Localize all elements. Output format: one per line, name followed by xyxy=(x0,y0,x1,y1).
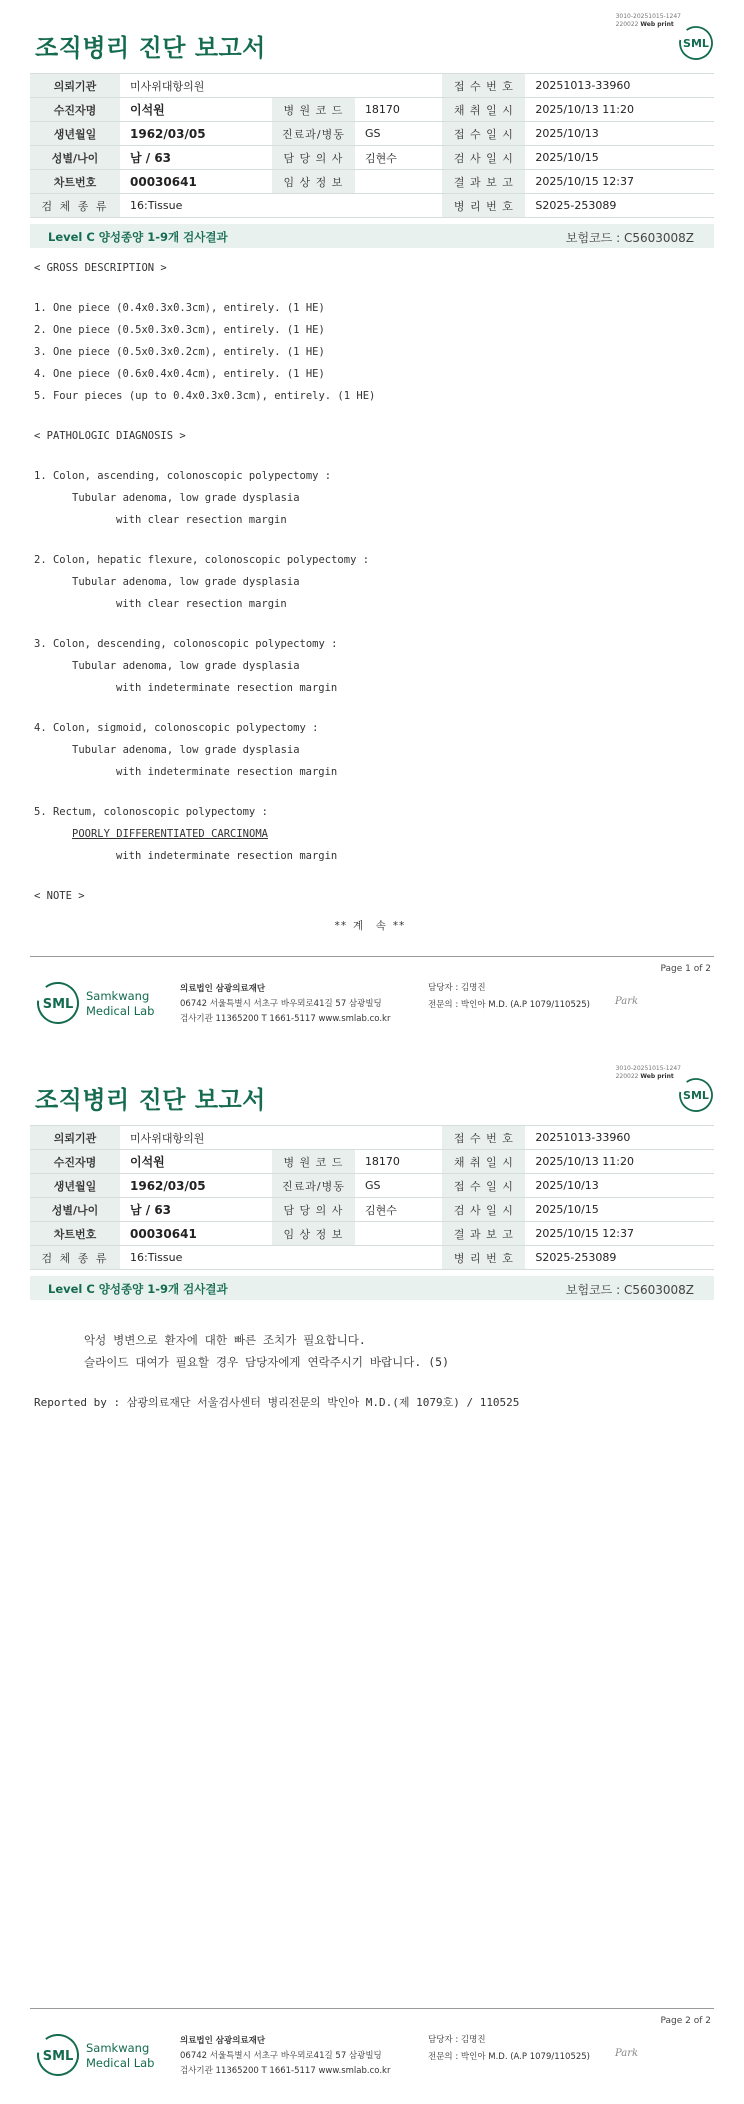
signature: Park xyxy=(615,2048,639,2059)
result-section-bar xyxy=(30,1276,714,1300)
diagnosis-margin: with clear resection margin xyxy=(116,598,287,610)
samkwang-logo xyxy=(36,2030,161,2080)
logo-name-line2: Medical Lab xyxy=(86,2056,155,2070)
gross-header: < GROSS DESCRIPTION > xyxy=(34,262,167,274)
logo-sml-text: SML xyxy=(42,2049,74,2064)
patient-info-table: 의뢰기관 미사위대항의원 접 수 번 호 20251013-33960 수진자명 이석원 병 원 코 드 18170 채 취 일 시 2025/10/13 11:20 생년월일 1962/03/05 진료과/병동 GS 접 수 일 시 2025/10/13 성별/나이 남 / 63 담 당 의 사 김현수 검 사 일 시 2025/10/15 차트번호 00030641 임 상 정 보 결 과 보 고 2025/10/15 12:37 검 체 종 류 16:Tissue 병 리 번 호 S2025-253089 xyxy=(30,73,714,218)
logo-sml-text: SML xyxy=(42,997,74,1012)
malignant-diagnosis-text: POORLY DIFFERENTIATED CARCINOMA xyxy=(72,828,268,840)
logo-text: SML xyxy=(683,1089,709,1102)
diagnosis-text: Tubular adenoma, low grade dysplasia xyxy=(72,576,300,588)
footer-contact: 담당자 : 김명진 전문의 : 박인아 M.D. (A.P 1079/110525) xyxy=(428,2035,590,2062)
patient-info-table: 의뢰기관 미사위대항의원 접 수 번 호 20251013-33960 수진자명 이석원 병 원 코 드 18170 채 취 일 시 2025/10/13 11:20 생년월일 1962/03/05 진료과/병동 GS 접 수 일 시 2025/10/13 성별/나이 남 / 63 담 당 의 사 김현수 검 사 일 시 2025/10/15 차트번호 00030641 임 상 정 보 결 과 보 고 2025/10/15 12:37 검 체 종 류 16:Tissue 병 리 번 호 S2025-253089 xyxy=(30,1125,714,1270)
diagnosis-margin: with indeterminate resection margin xyxy=(116,682,338,694)
sml-logo-icon xyxy=(678,25,714,61)
gross-line: 2. One piece (0.5x0.3x0.3cm), entirely. (1 HE) xyxy=(34,324,325,336)
diagnosis-margin: with clear resection margin xyxy=(116,514,287,526)
signature: Park xyxy=(615,996,639,1007)
footer-divider xyxy=(30,956,714,957)
diagnosis-text: Tubular adenoma, low grade dysplasia xyxy=(72,744,300,756)
logo-name-line1: Samkwang xyxy=(86,989,150,1003)
diagnosis-header: < PATHOLOGIC DIAGNOSIS > xyxy=(34,430,186,442)
logo-name-line2: Medical Lab xyxy=(86,1004,155,1018)
continued-marker: ** 계 속 ** xyxy=(334,920,405,932)
diagnosis-site: 4. Colon, sigmoid, colonoscopic polypectomy : xyxy=(34,722,319,734)
report-title: 조직병리 진단 보고서 xyxy=(35,1086,266,1114)
page-number: Page 1 of 2 xyxy=(660,964,711,974)
section-title: Level C 양성종양 1-9개 검사결과 xyxy=(48,1282,228,1296)
footer-contact: 담당자 : 김명진 전문의 : 박인아 M.D. (A.P 1079/110525) xyxy=(428,983,590,1010)
gross-line: 5. Four pieces (up to 0.4x0.3x0.3cm), entirely. (1 HE) xyxy=(34,390,376,402)
logo-name-line1: Samkwang xyxy=(86,2041,150,2055)
note-header: < NOTE > xyxy=(34,890,85,902)
gross-line: 1. One piece (0.4x0.3x0.3cm), entirely. (1 HE) xyxy=(34,302,325,314)
diagnosis-text: Tubular adenoma, low grade dysplasia xyxy=(72,492,300,504)
diagnosis-margin: with indeterminate resection margin xyxy=(116,850,338,862)
sml-logo-icon xyxy=(678,1077,714,1113)
diagnosis-site: 3. Colon, descending, colonoscopic polypectomy : xyxy=(34,638,338,650)
logo-text: SML xyxy=(683,37,709,50)
diagnosis-site: 1. Colon, ascending, colonoscopic polypectomy : xyxy=(34,470,332,482)
page-number: Page 2 of 2 xyxy=(660,2016,711,2026)
footer-divider xyxy=(30,2008,714,2009)
reported-by: Reported by : 삼광의료재단 서울검사센터 병리전문의 박인아 M.D.(제 1079호) / 110525 xyxy=(34,1396,520,1409)
print-stamp: 3010-20251015-1247 220022 Web print xyxy=(615,13,681,28)
diagnosis-margin: with indeterminate resection margin xyxy=(116,766,338,778)
diagnosis-site: 5. Rectum, colonoscopic polypectomy : xyxy=(34,806,268,818)
footer-address: 의료법인 삼광의료재단 06742 서울특별시 서초구 바우뫼로41길 57 삼광빌딩 검사기관 11365200 T 1661-5117 www.smlab.co.kr xyxy=(180,984,391,1024)
section-title: Level C 양성종양 1-9개 검사결과 xyxy=(48,230,228,244)
report-page-2 xyxy=(0,1052,744,2104)
report-title: 조직병리 진단 보고서 xyxy=(35,34,266,62)
result-section-bar xyxy=(30,224,714,248)
gross-line: 4. One piece (0.6x0.4x0.4cm), entirely. (1 HE) xyxy=(34,368,325,380)
print-stamp: 3010-20251015-1247 220022 Web print xyxy=(615,1065,681,1080)
note-line: 슬라이드 대여가 필요할 경우 담당자에게 연락주시기 바랍니다. (5) xyxy=(84,1355,449,1369)
note-line: 악성 병변으로 환자에 대한 빠른 조치가 필요합니다. xyxy=(84,1333,366,1347)
insurance-code: 보험코드 : C5603008Z xyxy=(565,231,694,245)
diagnosis-site: 2. Colon, hepatic flexure, colonoscopic polypectomy : xyxy=(34,554,370,566)
gross-line: 3. One piece (0.5x0.3x0.2cm), entirely. (1 HE) xyxy=(34,346,325,358)
samkwang-logo xyxy=(36,978,161,1028)
footer-address: 의료법인 삼광의료재단 06742 서울특별시 서초구 바우뫼로41길 57 삼광빌딩 검사기관 11365200 T 1661-5117 www.smlab.co.kr xyxy=(180,2036,391,2076)
insurance-code: 보험코드 : C5603008Z xyxy=(565,1283,694,1297)
diagnosis-text: Tubular adenoma, low grade dysplasia xyxy=(72,660,300,672)
